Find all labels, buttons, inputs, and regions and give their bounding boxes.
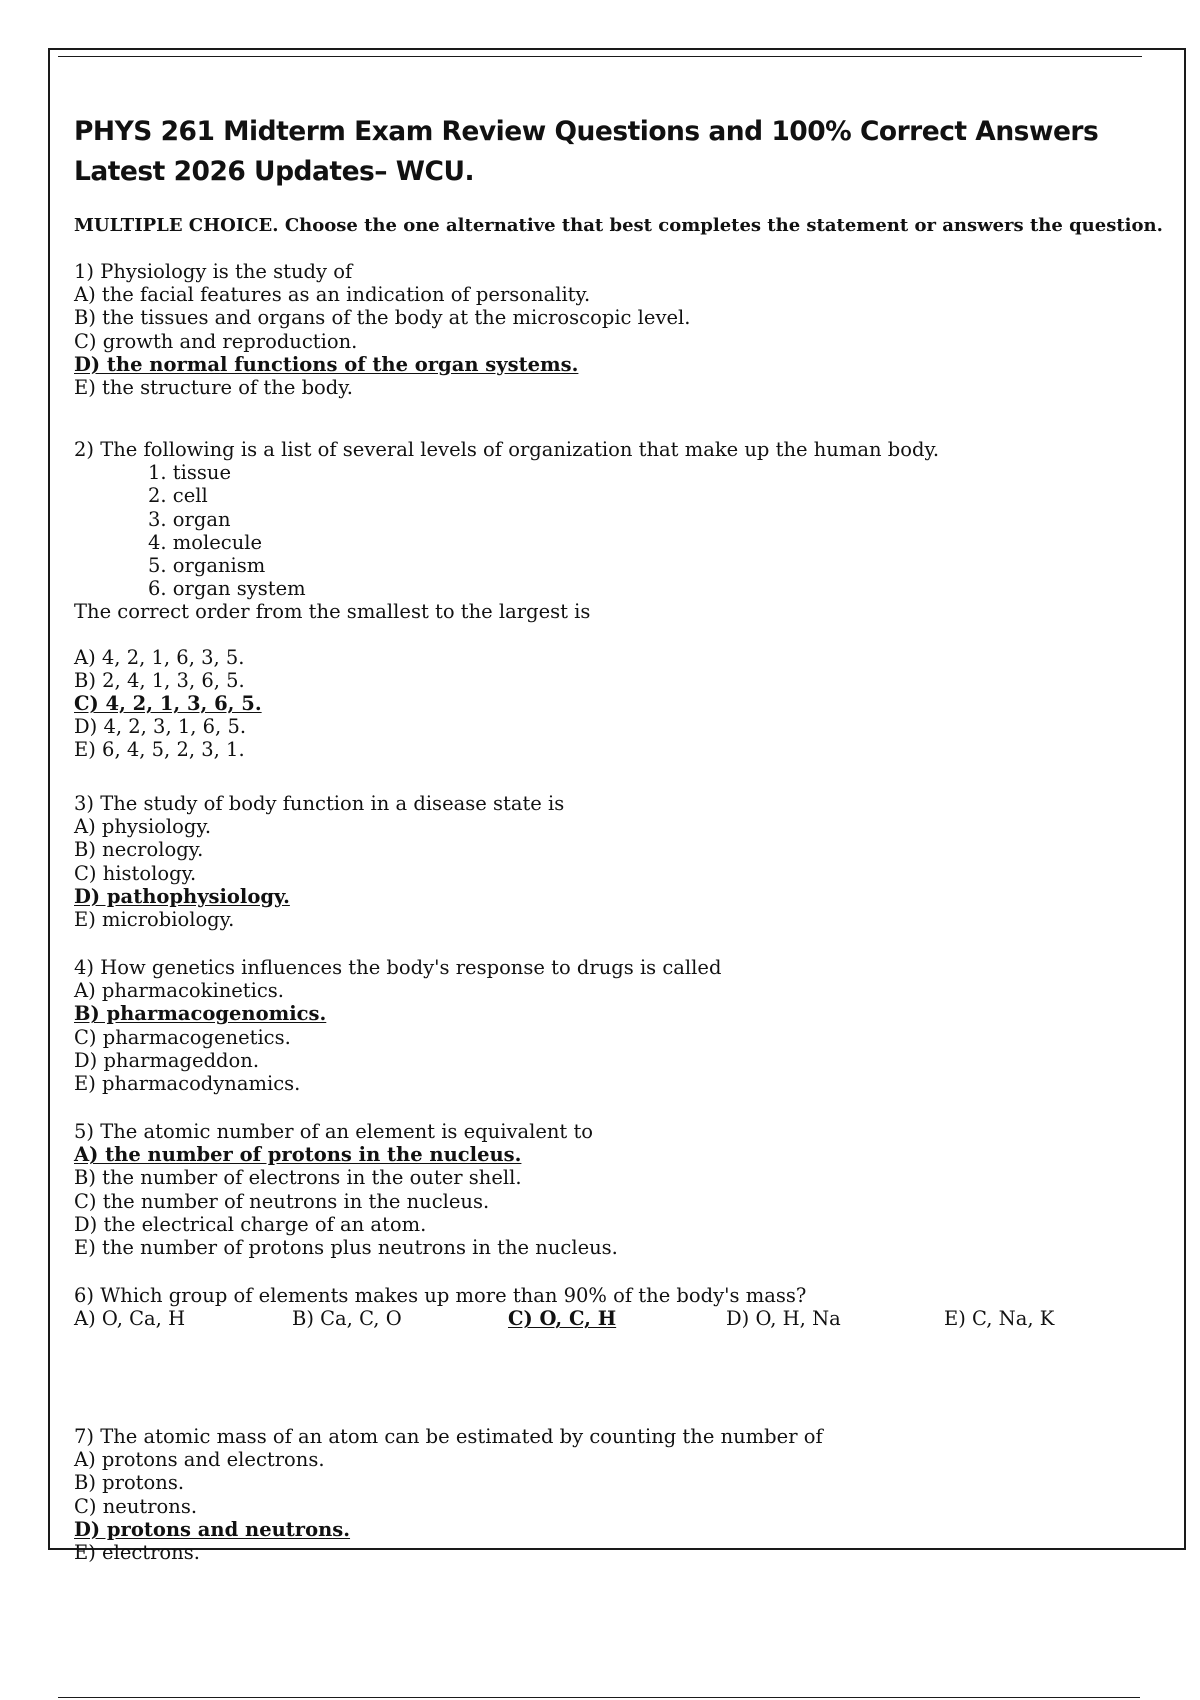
answer-options-row: [74, 1307, 1154, 1330]
list-item: 2. cell: [148, 484, 208, 508]
question-stem: 5) The atomic number of an element is equivalent to: [74, 1120, 594, 1143]
question-stem: 4) How genetics influences the body's response to drugs is called: [74, 956, 722, 979]
question-7: [74, 1425, 1154, 1564]
answer-option: C) pharmacogenetics.: [74, 1025, 291, 1049]
answer-option: B) Ca, C, O: [292, 1307, 402, 1331]
answer-option: B) 2, 4, 1, 3, 6, 5.: [74, 668, 245, 692]
organization-levels-list: [74, 461, 1154, 600]
answer-option: E) pharmacodynamics.: [74, 1072, 301, 1096]
answer-option: E) 6, 4, 5, 2, 3, 1.: [74, 738, 245, 762]
answer-option: A) 4, 2, 1, 6, 3, 5.: [74, 645, 245, 669]
answer-option: A) the facial features as an indication of personality.: [74, 283, 591, 307]
answer-option: A) O, Ca, H: [74, 1307, 186, 1331]
question-stem: 7) The atomic mass of an atom can be estimated by counting the number of: [74, 1425, 823, 1448]
list-item: 1. tissue: [148, 461, 231, 485]
question-2: [74, 438, 1154, 762]
correct-answer: D) pathophysiology.: [74, 884, 290, 908]
answer-option: E) the structure of the body.: [74, 376, 353, 400]
question-followup: The correct order from the smallest to the largest is: [74, 600, 591, 624]
correct-answer: C) O, C, H: [508, 1307, 617, 1331]
correct-answer: B) pharmacogenomics.: [74, 1002, 327, 1026]
answer-option: C) neutrons.: [74, 1494, 198, 1518]
question-stem: 3) The study of body function in a disease state is: [74, 792, 565, 815]
question-stem: 1) Physiology is the study of: [74, 260, 353, 283]
question-stem: 2) The following is a list of several levels of organization that make up the human body.: [74, 438, 940, 461]
list-item: 4. molecule: [148, 530, 263, 554]
answer-option: B) the number of electrons in the outer shell.: [74, 1166, 522, 1190]
bottom-rule: [58, 1697, 1140, 1698]
list-item: 3. organ: [148, 507, 231, 531]
correct-answer: C) 4, 2, 1, 3, 6, 5.: [74, 692, 262, 716]
answer-option: B) protons.: [74, 1471, 185, 1495]
answer-option: D) 4, 2, 3, 1, 6, 5.: [74, 715, 247, 739]
answer-option: C) histology.: [74, 861, 197, 885]
top-rule: [58, 56, 1142, 57]
question-5: [74, 1120, 1154, 1259]
answer-option: D) O, H, Na: [726, 1307, 841, 1331]
answer-option: A) pharmacokinetics.: [74, 979, 285, 1003]
question-4: [74, 956, 1154, 1095]
answer-option: E) C, Na, K: [944, 1307, 1055, 1331]
question-stem: 6) Which group of elements makes up more than 90% of the body's mass?: [74, 1284, 807, 1307]
answer-option: B) necrology.: [74, 838, 204, 862]
document-title: PHYS 261 Midterm Exam Review Questions and 100% Correct Answers Latest 2026 Updates– WCU.: [74, 116, 1099, 187]
page-frame: [48, 48, 1186, 1565]
answer-option: C) the number of neutrons in the nucleus.: [74, 1189, 490, 1213]
list-item: 5. organism: [148, 554, 266, 578]
question-1: [74, 260, 1154, 399]
correct-answer: D) the normal functions of the organ systems.: [74, 352, 579, 376]
answer-option: D) pharmageddon.: [74, 1048, 260, 1072]
answer-option: E) microbiology.: [74, 908, 235, 932]
answer-option: A) physiology.: [74, 815, 212, 839]
correct-answer: A) the number of protons in the nucleus.: [74, 1143, 522, 1167]
question-3: [74, 792, 1154, 931]
answer-option: B) the tissues and organs of the body at the microscopic level.: [74, 306, 691, 330]
question-6: [74, 1284, 1154, 1330]
answer-option: D) the electrical charge of an atom.: [74, 1212, 427, 1236]
answer-option: C) growth and reproduction.: [74, 329, 358, 353]
list-item: 6. organ system: [148, 577, 306, 601]
answer-option: A) protons and electrons.: [74, 1448, 325, 1472]
answer-option: E) electrons.: [74, 1541, 200, 1565]
answer-option: E) the number of protons plus neutrons in the nucleus.: [74, 1236, 618, 1260]
instructions: MULTIPLE CHOICE. Choose the one alternative that best completes the statement or answers the question.: [74, 215, 1163, 236]
correct-answer: D) protons and neutrons.: [74, 1517, 351, 1541]
